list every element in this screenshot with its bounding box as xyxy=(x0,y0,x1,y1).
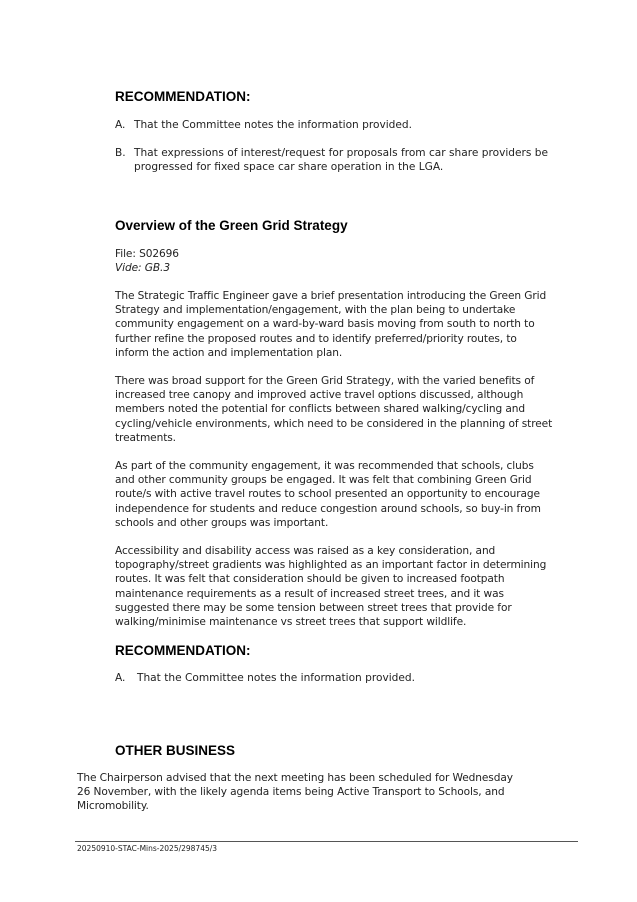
document-reference-footer: 20250910-STAC-Mins-2025/298745/3 xyxy=(77,844,218,853)
item-text: That expressions of interest/request for proposals from car share providers be progressed for fixed space car share operation in the LGA. xyxy=(134,147,549,174)
recommendation-heading-2: RECOMMENDATION: xyxy=(115,643,251,658)
item-text: That the Committee notes the information provided. xyxy=(137,672,416,684)
recommendation-heading-1: RECOMMENDATION: xyxy=(115,89,251,104)
section-heading-green-grid: Overview of the Green Grid Strategy xyxy=(115,218,348,233)
item-marker: B. xyxy=(115,147,126,159)
paragraph-3: As part of the community engagement, it was recommended that schools, clubs and other community groups be engaged. It was felt that combining Green Grid route/s with active travel routes to school presented an opportunity to encourage independence for students and reduce congestion around schools, so buy-in from schools and other groups was important. xyxy=(115,460,541,529)
paragraph-1: The Strategic Traffic Engineer gave a brief presentation introducing the Green Grid Strategy and implementation/engagement, with the plan being to undertake community engagement on a ward-by-ward basis moving from south to north to further refine the proposed routes and to identify preferred/priority routes, to inform the action and implementation plan. xyxy=(115,290,547,359)
footer-divider xyxy=(75,841,578,842)
item-marker: A. xyxy=(115,119,126,131)
file-reference: File: S02696 xyxy=(115,248,179,260)
other-business-text: The Chairperson advised that the next meeting has been scheduled for Wednesday 26 November, with the likely agenda items being Active Transport to Schools, and Micromobility. xyxy=(77,772,513,813)
recommendation-item-a xyxy=(115,671,555,686)
other-business-heading: OTHER BUSINESS xyxy=(115,743,236,758)
recommendation-item-b xyxy=(115,146,555,176)
paragraph-2: There was broad support for the Green Grid Strategy, with the varied benefits of increased tree canopy and improved active travel options discussed, although members noted the potential for conflicts between shared walking/cycling and cycling/vehicle environments, which need to be considered in the planning of street treatments. xyxy=(115,375,553,444)
recommendation-item-a xyxy=(115,118,555,133)
item-marker: A. xyxy=(115,672,126,684)
paragraph-4: Accessibility and disability access was raised as a key consideration, and topography/street gradients was highlighted as an important factor in determining routes. It was felt that consideration should be given to increased footpath maintenance requirements as a result of increased street trees, and it was suggested there may be some tension between street trees that provide for walking/minimise maintenance vs street trees that support wildlife. xyxy=(115,545,547,629)
vide-reference: Vide: GB.3 xyxy=(115,262,170,274)
item-text: That the Committee notes the information provided. xyxy=(134,119,413,131)
